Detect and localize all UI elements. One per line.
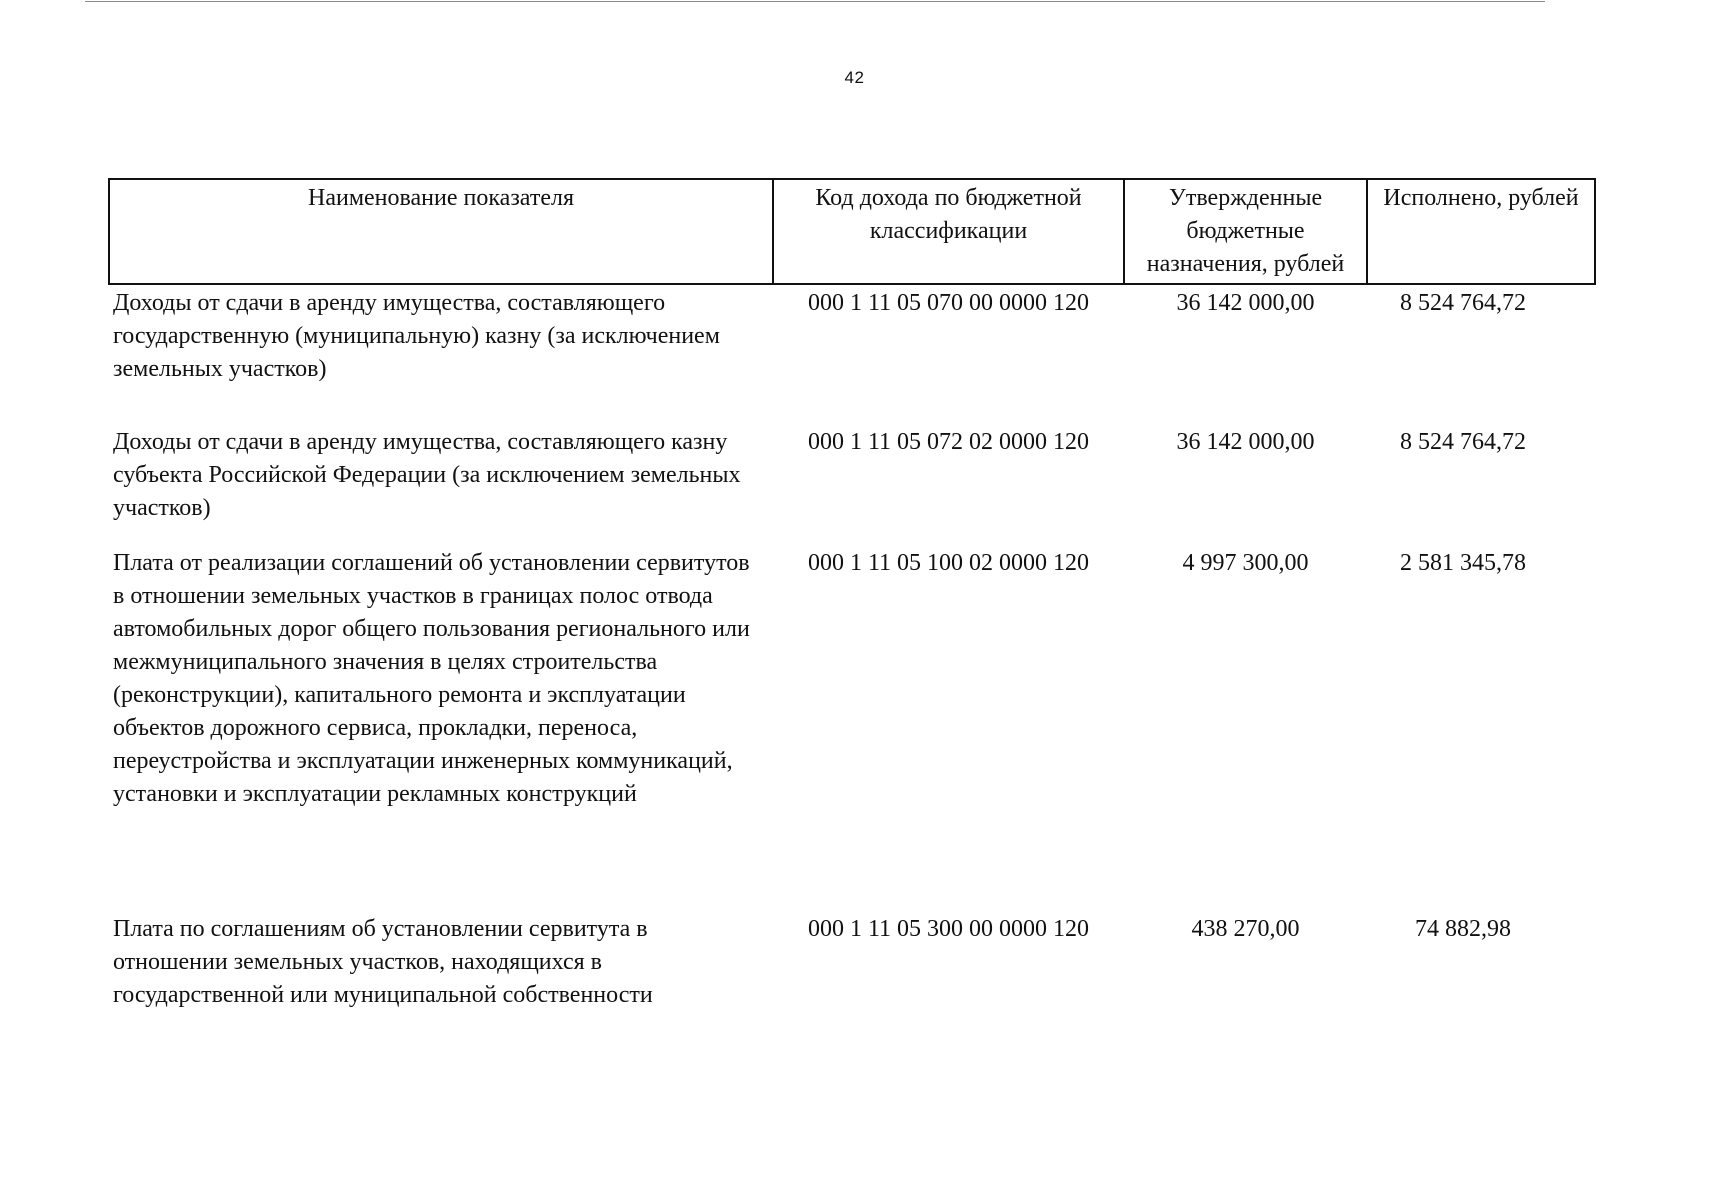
table-row	[109, 547, 1595, 913]
header-name: Наименование показателя	[109, 179, 773, 284]
table-row	[109, 426, 1595, 547]
table-header-row	[109, 179, 1595, 284]
header-code: Код дохода по бюджетной классификации	[773, 179, 1124, 284]
executed-amount: 2 581 345,78	[1400, 550, 1526, 576]
header-approved: Утвержденные бюджетные назначения, рублей	[1124, 179, 1367, 284]
executed-amount: 74 882,98	[1415, 916, 1511, 942]
income-code: 000 1 11 05 300 00 0000 120	[807, 916, 1090, 942]
table-row	[109, 284, 1595, 426]
indicator-name: Доходы от сдачи в аренду имущества, составляющего государственную (муниципальную) казну (за исключением земельных участков)	[113, 290, 720, 382]
executed-amount: 8 524 764,72	[1400, 290, 1526, 316]
page-number: 42	[844, 68, 865, 87]
approved-amount: 36 142 000,00	[1176, 429, 1315, 455]
indicator-name: Плата от реализации соглашений об установлении сервитутов в отношении земельных участков в границах полос отвода автомобильных дорог общего пользования регионального или межмуниципального значения в целях строительства (реконструкции), капитального ремонта и эксплуатации объектов дорожного сервиса, прокладки, переноса, переустройства и эксплуатации инженерных коммуникаций, установки и эксплуатации рекламных конструкций	[113, 550, 750, 807]
header-executed: Исполнено, рублей	[1367, 179, 1595, 284]
top-scan-rule	[85, 1, 1545, 2]
approved-amount: 4 997 300,00	[1182, 550, 1309, 576]
income-code: 000 1 11 05 072 02 0000 120	[807, 429, 1090, 455]
income-code: 000 1 11 05 070 00 0000 120	[807, 290, 1090, 316]
budget-revenue-table	[108, 178, 1596, 1033]
approved-amount: 438 270,00	[1191, 916, 1300, 942]
approved-amount: 36 142 000,00	[1176, 290, 1315, 316]
income-code: 000 1 11 05 100 02 0000 120	[807, 550, 1090, 576]
table-row	[109, 913, 1595, 1033]
indicator-name: Доходы от сдачи в аренду имущества, составляющего казну субъекта Российской Федерации (за исключением земельных участков)	[113, 429, 741, 521]
indicator-name: Плата по соглашениям об установлении сервитута в отношении земельных участков, находящихся в государственной или муниципальной собственности	[113, 916, 653, 1008]
executed-amount: 8 524 764,72	[1400, 429, 1526, 455]
